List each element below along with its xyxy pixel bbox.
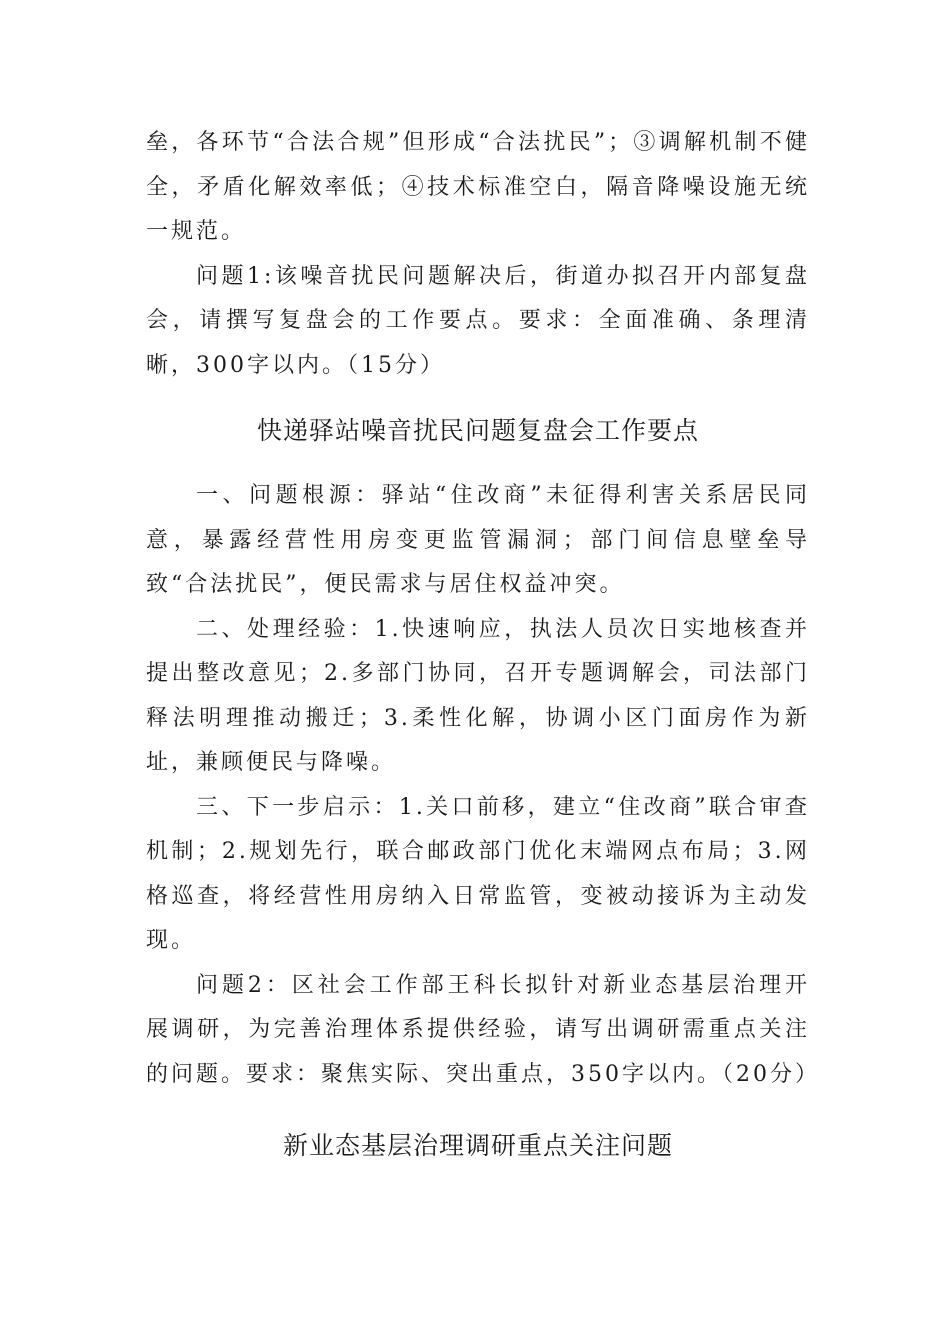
answer-1-section-root-cause: 一、问题根源：驿站“住改商”未征得利害关系居民同意，暴露经营性用房变更监管漏洞；部门间信息壁垒导致“合法扰民”，便民需求与居住权益冲突。 xyxy=(146,483,810,597)
question-2-paragraph: 问题2：区社会工作部王科长拟针对新业态基层治理开展调研，为完善治理体系提供经验，请写出调研需重点关注的问题。要求：聚焦实际、突出重点，350字以内。（20分） xyxy=(146,972,820,1087)
answer-1-section-next-steps: 三、下一步启示：1.关口前移，建立“住改商”联合审查机制；2.规划先行，联合邮政部门优化末端网点布局；3.网格巡查，将经营性用房纳入日常监管，变被动接诉为主动发现。 xyxy=(146,794,810,953)
continued-paragraph: 垒，各环节“合法合规”但形成“合法扰民”；③调解机制不健全，矛盾化解效率低；④技术标准空白，隔音降噪设施无统一规范。 xyxy=(146,130,810,244)
answer-1-title: 快递驿站噪音扰民问题复盘会工作要点 xyxy=(256,416,699,445)
answer-1-section-experience: 二、处理经验：1.快速响应，执法人员次日实地核查并提出整改意见；2.多部门协同，召开专题调解会，司法部门释法明理推动搬迁；3.柔性化解，协调小区门面房作为新址，兼顾便民与降噪。 xyxy=(146,616,810,775)
answer-2-title: 新业态基层治理调研重点关注问题 xyxy=(282,1131,673,1160)
question-1-paragraph: 问题1:该噪音扰民问题解决后，街道办拟召开内部复盘会，请撰写复盘会的工作要点。要求：全面准确、条理清晰，300字以内。（15分） xyxy=(146,263,810,378)
document-page xyxy=(146,121,820,1175)
